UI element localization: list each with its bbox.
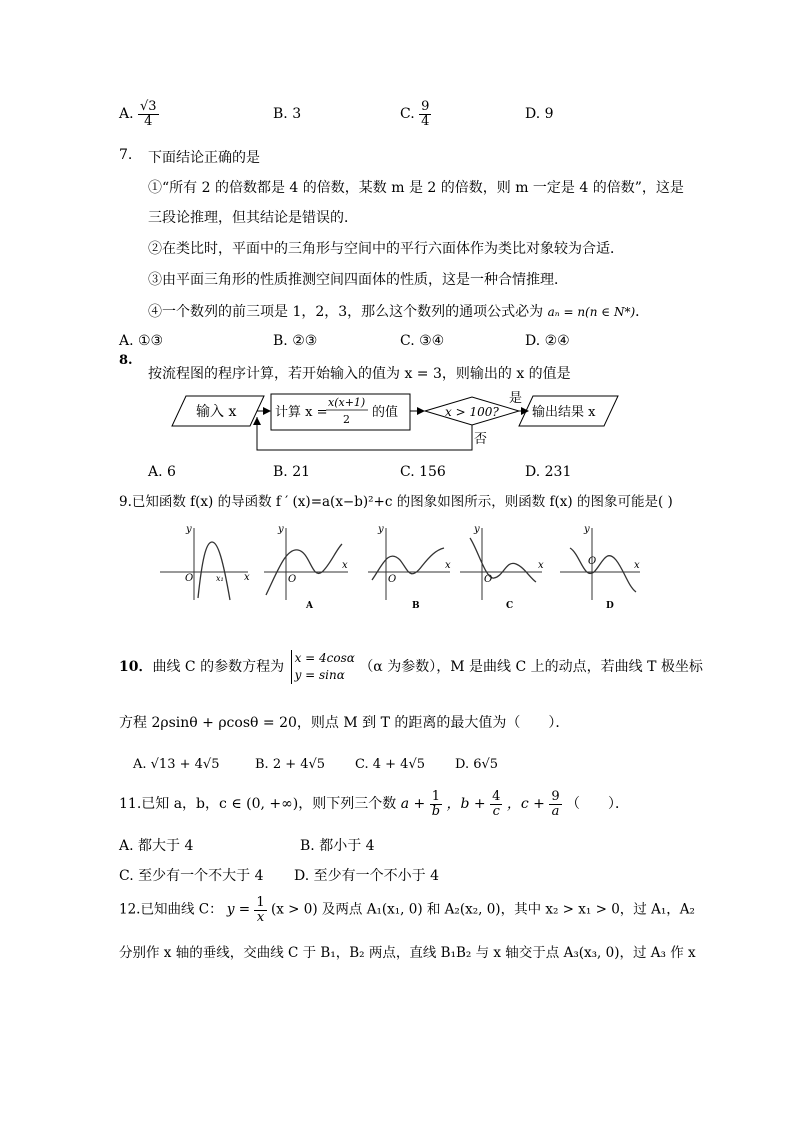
q9-axis-y-label: y [186, 524, 192, 535]
q9-choice-c: C [506, 601, 514, 611]
q9-c-y-label: y [474, 524, 480, 535]
q8-option-d: D. 231 [525, 464, 572, 480]
q11-frac-2: $\frac{4}{c}$ [492, 789, 501, 819]
q11-expr-2: ，b + [446, 796, 486, 813]
q11-stem-end: （ ）． [566, 796, 630, 813]
q7-option-d: D. ②④ [525, 333, 570, 349]
q9-d-origin-label: O [588, 556, 597, 567]
q11-expr-3: ，c + [506, 796, 545, 813]
q10-eq-x: x = 4cosα [294, 651, 355, 665]
q9-c-x-label: x [538, 560, 544, 571]
q9-graph-d [560, 528, 640, 600]
q9-a-y-label: y [278, 524, 284, 535]
q9-graph-a [264, 528, 348, 600]
q10-line-2: 方程 2ρsinθ + ρcosθ = 20，则点 M 到 T 的距离的最大值为（ ）． [119, 715, 570, 731]
q9-b-origin-label: O [388, 574, 397, 585]
flow-compute-numerator: x(x+1) [328, 396, 366, 409]
q10-parametric-system [291, 650, 355, 684]
q12-fraction: $\frac{1}{x}$ [256, 895, 265, 925]
q11-option-d: D. 至少有一个不小于 4 [294, 868, 439, 884]
q11-option-a: A. 都大于 4 [119, 838, 194, 854]
q9-graph-c [460, 528, 542, 600]
flow-compute-suffix: 的值 [372, 405, 399, 420]
q11-expr-1: a + [400, 796, 426, 813]
q12-line-1 [119, 896, 695, 924]
q9-b-y-label: y [378, 524, 384, 535]
q9-origin-label: O [185, 573, 194, 584]
q7-statement-4-formula: aₙ = n(n ∈ N*) [547, 305, 636, 319]
q7-statement-1-line-1: ①“所有 2 的倍数都是 4 的倍数，某数 m 是 2 的倍数，则 m 一定是 4 的倍数”，这是 [148, 180, 684, 196]
q6-option-c-fraction: $\frac{9}{4}$ [421, 99, 430, 129]
q9-c-origin-label: O [484, 574, 493, 585]
q10-option-b: B. 2 + 4√5 [255, 757, 326, 772]
q6-option-d: D. 9 [525, 106, 554, 122]
q8-number: 8. [119, 353, 133, 368]
flow-input-label: 输入 x [196, 404, 237, 420]
q9-choice-d: D [606, 601, 614, 611]
q9-stem: 9.已知函数 f(x) 的导函数 f ′ (x)=a(x−b)²+c 的图象如图所示，则函数 f(x) 的图象可能是( ) [119, 494, 673, 510]
q10-line-1 [119, 650, 703, 684]
q6-option-a-label: A. [119, 106, 134, 123]
q9-a-origin-label: O [288, 574, 297, 585]
q10-option-a: A. √13 + 4√5 [133, 757, 220, 772]
q8-stem: 按流程图的程序计算，若开始输入的值为 x = 3，则输出的 x 的值是 [148, 366, 571, 382]
q7-statement-4 [148, 301, 649, 321]
flow-no-label: 否 [474, 432, 488, 447]
flow-output-label: 输出结果 x [532, 405, 596, 420]
q10-option-d: D. 6√5 [455, 757, 499, 772]
flow-condition-label: x > 100? [445, 405, 499, 419]
q12-pre: 12.已知曲线 C： [119, 901, 223, 918]
q12-line-2: 分别作 x 轴的垂线，交曲线 C 于 B₁，B₂ 两点，直线 B₁B₂ 与 x 轴交于点 A₃(x₃, 0)，过 A₃ 作 x [119, 945, 696, 961]
q10-option-c: C. 4 + 4√5 [355, 757, 426, 772]
q7-option-a: A. ①③ [119, 333, 164, 349]
q7-statement-2: ②在类比时，平面中的三角形与空间中的平行六面体作为类比对象较为合适． [148, 241, 624, 257]
q9-d-x-label: x [634, 560, 640, 571]
q9-graphs [160, 520, 650, 615]
q7-statement-3: ③由平面三角形的性质推测空间四面体的性质，这是一种合情推理． [148, 272, 568, 288]
q6-option-b: B. 3 [273, 106, 302, 122]
q9-derivative-graph [160, 528, 248, 600]
flow-compute-prefix: 计算 x = [275, 405, 328, 420]
q7-number: 7. [119, 147, 133, 163]
q6-option-a [119, 100, 159, 128]
q9-x1-label: x₁ [216, 574, 224, 583]
q8-option-b: B. 21 [273, 464, 311, 480]
q7-statement-1-line-2: 三段论推理，但其结论是错误的． [148, 210, 358, 226]
q7-stem: 下面结论正确的是 [148, 150, 260, 166]
q6-option-a-fraction: $\frac{√3}{4}$ [140, 99, 157, 129]
q10-stem-post: （α 为参数），M 是曲线 C 上的动点，若曲线 T 极坐标 [359, 658, 703, 675]
flow-loop-line [257, 417, 472, 450]
q10-stem-pre: 曲线 C 的参数方程为 [152, 658, 285, 675]
q7-statement-4-text: ④一个数列的前三项是 1，2，3，那么这个数列的通项公式必为 [148, 304, 544, 320]
q10-eq-y: y = sinα [294, 667, 345, 682]
q9-choice-b: B [412, 601, 420, 611]
q8-option-c: C. 156 [400, 464, 446, 480]
q9-a-x-label: x [342, 560, 348, 571]
q11-stem [119, 790, 629, 818]
q9-d-y-label: y [584, 524, 590, 535]
flow-yes-label: 是 [509, 391, 523, 406]
q8-flowchart [170, 388, 630, 458]
q9-graph-b [368, 528, 450, 600]
q7-statement-4-end: ． [635, 304, 650, 320]
q12-y-eq: y = [226, 901, 251, 918]
q7-option-c: C. ③④ [400, 333, 445, 349]
q9-b-x-label: x [445, 560, 451, 571]
q6-option-c [400, 100, 431, 128]
q9-choice-a: A [306, 601, 313, 611]
q12-line-1-rest: (x > 0) 及两点 A₁(x₁, 0) 和 A₂(x₂, 0)，其中 x₂ > x₁ > 0，过 A₁，A₂ [271, 901, 695, 918]
q9-axis-x-label: x [244, 572, 250, 583]
q11-frac-1: $\frac{1}{b}$ [431, 789, 441, 819]
q8-option-a: A. 6 [148, 464, 176, 480]
q7-option-b: B. ②③ [273, 333, 318, 349]
q10-label: 10． [119, 658, 153, 675]
q11-frac-3: $\frac{9}{a}$ [551, 789, 560, 819]
q11-option-b: B. 都小于 4 [300, 838, 375, 854]
flow-compute-denominator: 2 [343, 413, 350, 426]
q11-option-c: C. 至少有一个不大于 4 [119, 868, 264, 884]
q6-option-c-label: C. [400, 106, 415, 123]
q11-stem-pre: 11.已知 a，b，c ∈ (0, +∞)，则下列三个数 [119, 796, 397, 813]
